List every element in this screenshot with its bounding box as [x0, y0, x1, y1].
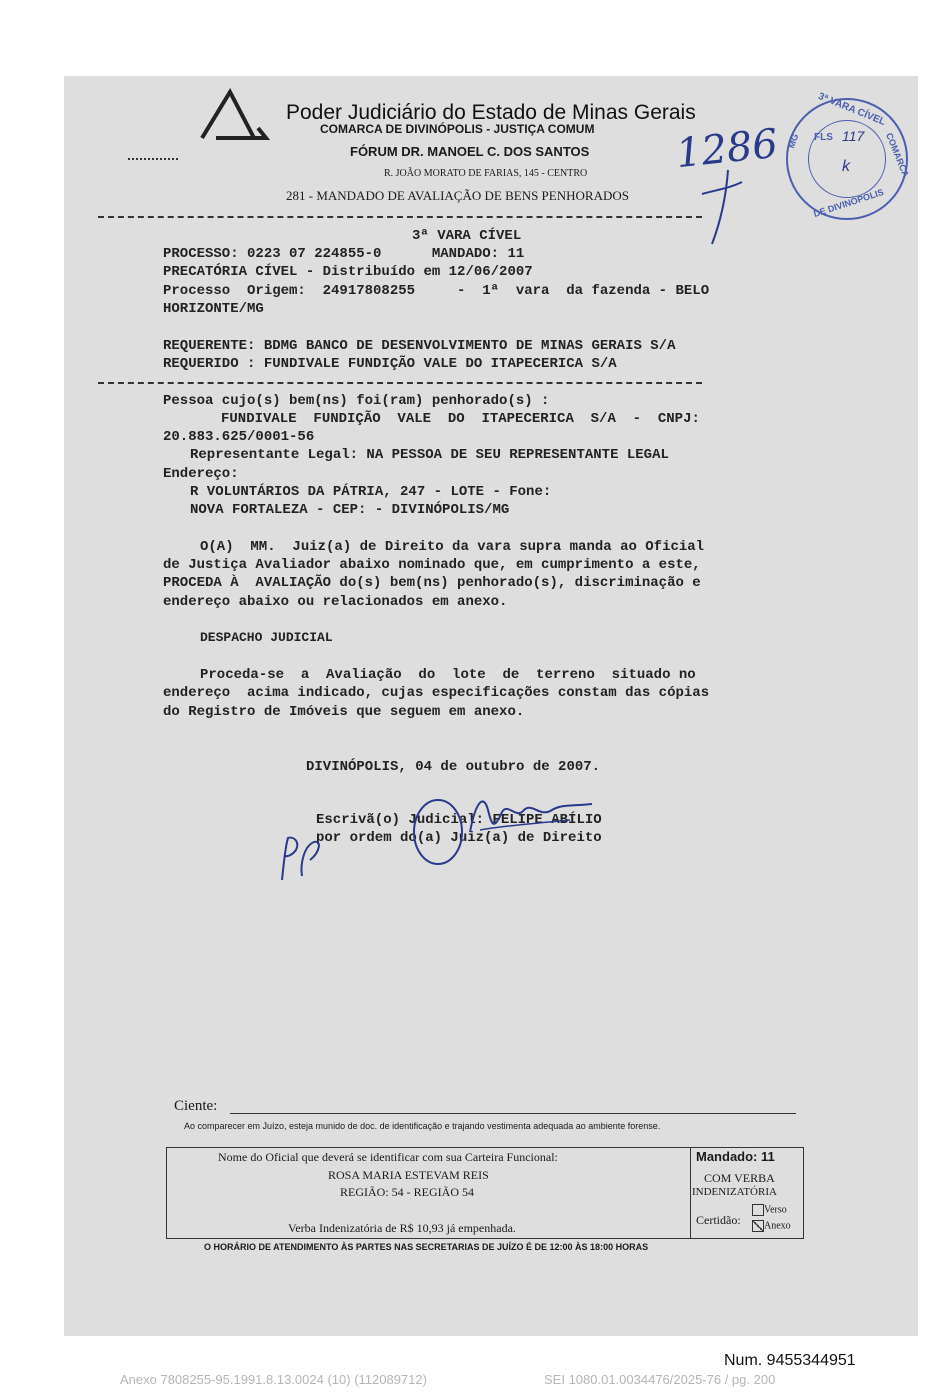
- stamp-left-text: MG: [786, 132, 801, 150]
- por-ordem-line: por ordem do(a) Juiz(a) de Direito: [316, 830, 602, 846]
- oficial-box-separator: [690, 1147, 691, 1239]
- escrivao-line: Escrivã(o) Judicial: FELIPE ABÍLIO: [316, 812, 602, 828]
- oficial-instruction: Nome do Oficial que deverá se identificar com sua Carteira Funcional:: [218, 1150, 558, 1164]
- verso-label: Verso: [764, 1204, 787, 1216]
- despacho-line-3: do Registro de Imóveis que seguem em anexo.: [163, 704, 525, 720]
- origem-line-1: Processo Origem: 24917808255 - 1ª vara da fazenda - BELO: [163, 283, 710, 299]
- pessoa-name-line-2: 20.883.625/0001-56: [163, 429, 315, 445]
- vara-heading: 3ª VARA CÍVEL: [412, 228, 522, 244]
- certidao-verso-option: [752, 1204, 787, 1216]
- despacho-line-1: Proceda-se a Avaliação do lote de terreno situado no: [200, 667, 696, 683]
- pessoa-name-line-1: FUNDIVALE FUNDIÇÃO VALE DO ITAPECERICA S/A - CNPJ:: [221, 411, 700, 427]
- address-line: R. JOÃO MORATO DE FARIAS, 145 - CENTRO: [384, 168, 588, 179]
- tjmg-logo-icon: [196, 88, 276, 146]
- order-line-3: PROCEDA À AVALIAÇÃO do(s) bem(ns) penhorado(s), discriminação e: [163, 575, 701, 591]
- stamp-right-text: COMARCA: [884, 131, 911, 179]
- hours-notice: O HORÁRIO DE ATENDIMENTO ÀS PARTES NAS SECRETARIAS DE JUÍZO É DE 12:00 ÀS 18:00 HORAS: [204, 1242, 649, 1252]
- anexo-checkbox[interactable]: [752, 1220, 764, 1232]
- endereco-line-2: NOVA FORTALEZA - CEP: - DIVINÓPOLIS/MG: [190, 502, 510, 518]
- order-line-1: O(A) MM. Juiz(a) de Direito da vara supra manda ao Oficial: [200, 539, 705, 555]
- oficial-name: ROSA MARIA ESTEVAM REIS: [328, 1168, 489, 1182]
- com-verba-line-1: COM VERBA: [704, 1171, 775, 1185]
- anexo-label: Anexo: [764, 1220, 791, 1232]
- order-line-4: endereço abaixo ou relacionados em anexo.: [163, 594, 508, 610]
- dashed-separator: [98, 382, 702, 384]
- precatoria-line: PRECATÓRIA CÍVEL - Distribuído em 12/06/2007: [163, 264, 533, 280]
- despacho-line-2: endereço acima indicado, cujas especificações constam das cópias: [163, 685, 710, 701]
- annex-reference: Anexo 7808255-95.1991.8.13.0024 (10) (112089712): [120, 1372, 427, 1387]
- handwritten-stroke: [698, 168, 748, 248]
- ciente-label: Ciente:: [174, 1098, 218, 1114]
- ciente-notice: Ao comparecer em Juízo, esteja munido de doc. de identificação e trajando vestimenta adequada ao ambiente forense.: [184, 1121, 661, 1131]
- representante-line: Representante Legal: NA PESSOA DE SEU REPRESENTANTE LEGAL: [190, 447, 669, 463]
- stamp-top-text: 3ª VARA CÍVEL: [816, 91, 887, 128]
- institution-title: Poder Judiciário do Estado de Minas Gerais: [286, 101, 696, 124]
- endereco-label: Endereço:: [163, 466, 239, 482]
- place-date: DIVINÓPOLIS, 04 de outubro de 2007.: [306, 759, 601, 775]
- verba-text: Verba Indenizatória de R$ 10,93 já empenhada.: [288, 1221, 516, 1235]
- verso-checkbox[interactable]: [752, 1204, 764, 1216]
- order-line-2: de Justiça Avaliador abaixo nominado que, em cumprimento a este,: [163, 557, 701, 573]
- com-verba-line-2: INDENIZATÓRIA: [692, 1186, 777, 1198]
- stamp-fls-number: 117: [842, 128, 865, 144]
- certidao-label-text: Certidão:: [696, 1213, 741, 1227]
- requerente-line: REQUERENTE: BDMG BANCO DE DESENVOLVIMENTO DE MINAS GERAIS S/A: [163, 338, 676, 354]
- mandado-label: Mandado: 11: [696, 1149, 775, 1164]
- form-title: 281 - MANDADO DE AVALIAÇÃO DE BENS PENHORADOS: [286, 188, 629, 203]
- dashed-separator: [98, 216, 702, 218]
- document-number: Num. 9455344951: [724, 1352, 856, 1369]
- despacho-title: DESPACHO JUDICIAL: [200, 630, 333, 645]
- comarca-line: COMARCA DE DIVINÓPOLIS - JUSTIÇA COMUM: [320, 122, 595, 136]
- stamp-initial: k: [842, 158, 850, 175]
- forum-line: FÓRUM DR. MANOEL C. DOS SANTOS: [350, 144, 590, 159]
- pessoa-intro: Pessoa cujo(s) bem(ns) foi(ram) penhorado(s) :: [163, 393, 550, 409]
- requerido-line: REQUERIDO : FUNDIVALE FUNDIÇÃO VALE DO ITAPECERICA S/A: [163, 356, 617, 372]
- handwritten-signature: [270, 780, 610, 890]
- sei-reference: SEI 1080.01.0034476/2025-76 / pg. 200: [544, 1372, 776, 1387]
- stamp-fls-label: FLS: [814, 132, 833, 143]
- certidao-anexo-option: [752, 1220, 791, 1232]
- processo-line: PROCESSO: 0223 07 224855-0 MANDADO: 11: [163, 246, 525, 262]
- margin-mark: [128, 158, 178, 160]
- handwritten-page-number: 1286: [673, 120, 780, 178]
- oficial-region: REGIÃO: 54 - REGIÃO 54: [340, 1185, 474, 1199]
- origem-line-2: HORIZONTE/MG: [163, 301, 264, 317]
- stamp-bottom-text: DE DIVINÓPOLIS: [812, 186, 885, 220]
- ciente-signature-line: [230, 1113, 796, 1114]
- endereco-line-1: R VOLUNTÁRIOS DA PÁTRIA, 247 - LOTE - Fone:: [190, 484, 552, 500]
